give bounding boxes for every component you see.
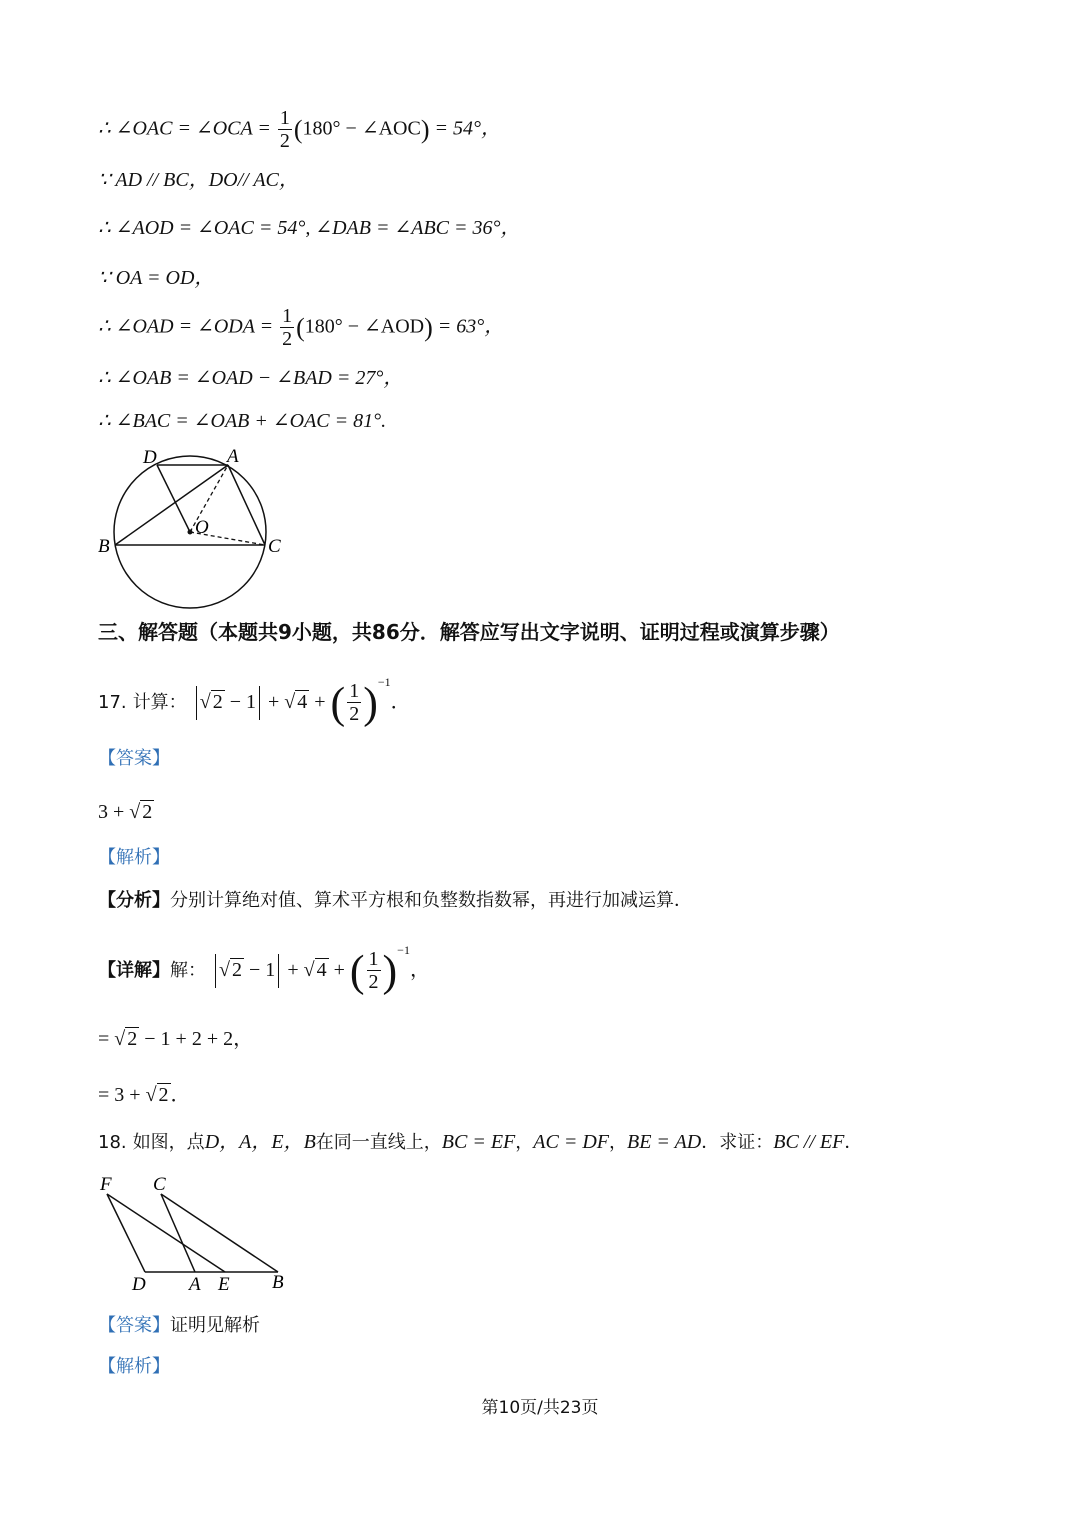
solution-line-4: ∵ OA = OD， [98,267,215,289]
q17-sqrt2: 2 [212,691,223,713]
q17-answer-sqrt: 2 [142,801,153,823]
abs-bar-left [215,954,216,988]
q18-text-b: 在同一直线上， [315,1132,442,1153]
solution-line-7: ∴ ∠BAC = ∠OAB + ∠OAC = 81°. [98,410,387,432]
q18-line [98,1132,862,1152]
detail-fraction [367,949,381,993]
q18-text-a: 如图，点 [132,1132,205,1153]
step1-prefix: = [98,1028,115,1050]
detail-exponent: −1 [397,943,410,957]
solution-line-6: ∴ ∠OAB = ∠OAD − ∠BAD = 27°， [98,367,404,389]
detail-plus: + [282,959,304,981]
label-b: B [272,1272,284,1293]
fenxi-tag: 【分析】 [98,890,170,911]
q18-answer-tag: 【答案】 [98,1315,170,1336]
q17-line: 17. 计算： √ 2 − 1 + √ 4 + ( $\frac{1}{2}$ )$^{-1}$． [98,675,411,728]
q18-end: ． [844,1132,863,1153]
detail-sqrt4: 4 [316,959,327,981]
label-f: F [100,1174,112,1195]
triangles-figure [95,1170,305,1295]
label-d: D [132,1274,146,1295]
step2-end: ． [170,1084,191,1106]
q17-answer-tag: 【答案】 [98,748,170,769]
label-a: A [227,446,239,467]
q17-answer-prefix: 3 + [98,801,130,823]
segment-ba [115,465,228,545]
solution-line-3: ∴ ∠AOD = ∠OAC = 54°, ∠DAB = ∠ABC = 36°， [98,217,521,239]
q18-cond3: BE = AD [627,1131,702,1153]
q18-points: D，A，E，B [204,1131,316,1153]
q18-cond2: AC = DF [533,1131,609,1153]
detail-tag: 【详解】 [98,960,170,981]
step2-prefix: = 3 + [98,1084,146,1106]
q17-fenxi [98,891,692,910]
detail-minus1: − 1 [244,959,276,981]
page-footer: 第10页/共23页 [481,1398,599,1418]
label-e: E [218,1274,230,1295]
line5-suffix: = 63°， [432,315,505,338]
q18-sep2: ， [609,1132,627,1153]
q17-prompt: 计算： [132,692,187,713]
detail-sqrt2: 2 [232,959,243,981]
step2-sqrt: 2 [158,1084,169,1106]
fraction-denominator: 2 [279,130,290,152]
q17-number: 17. [98,692,127,713]
label-c: C [268,536,281,557]
label-d: D [143,447,157,468]
label-o: O [195,517,209,538]
detail-prefix: 解： [170,960,206,981]
segment-do [157,465,190,532]
q18-goal: BC // EF [773,1131,845,1153]
solution-line-1: ∴ ∠OAC = ∠OCA = $\frac{1}{2}$ (180° − ∠AOC) = 54°， [98,107,501,152]
step1-sqrt: 2 [127,1028,138,1050]
solution-line-5: ∴ ∠OAD = ∠ODA = $\frac{1}{2}$ (180° − ∠AOD) = 63°， [98,305,505,350]
q17-analysis-tag: 【解析】 [98,847,170,868]
q17-detail: 【详解】解： √ 2 − 1 + √ 4 + ( $\frac{1}{2}$ )$^{-1}$， [98,943,430,996]
label-b: B [98,536,110,557]
step1-rest: − 1 + 2 + 2， [139,1028,254,1050]
q17-answer: 3 + √ 2 [98,801,153,823]
q18-answer [98,1316,260,1335]
abs-bar-right [259,686,260,720]
q17-fraction [347,681,361,725]
line1-suffix: = 54°， [429,117,501,140]
q17-end: ． [390,691,411,713]
fraction-numerator: 1 [282,305,293,327]
label-a: A [189,1274,201,1295]
detail-end: ， [409,959,430,981]
fraction-numerator: 1 [279,107,290,129]
fraction-half [278,108,292,152]
center-dot [188,530,193,535]
abs-bar-left [196,686,197,720]
q18-cond1: BC = EF [441,1131,516,1153]
q17-sqrt4: 4 [297,691,308,713]
line1-inner: 180° − ∠AOC [302,117,421,140]
q18-analysis-tag: 【解析】 [98,1356,170,1377]
q17-minus1: − 1 [224,691,256,713]
fraction-denominator: 2 [282,328,293,350]
line5-inner: 180° − ∠AOD [304,315,425,338]
line5-prefix: ∴ ∠OAD = ∠ODA = [98,315,279,338]
q17-exponent: −1 [377,675,391,689]
detail-frac-den: 2 [368,971,379,994]
solution-line-2: ∵ AD // BC，DO// AC， [98,169,299,191]
q17-step2: = 3 + √ 2 ． [98,1084,191,1106]
q17-frac-num: 1 [349,680,360,703]
detail-frac-num: 1 [368,948,379,971]
fenxi-text: 分别计算绝对值、算术平方根和负整数指数幂，再进行加减运算． [170,890,692,911]
abs-bar-right [278,954,279,988]
segment-ac [228,465,265,545]
q18-text-c: ．求证： [701,1132,774,1153]
q18-answer-text: 证明见解析 [170,1315,260,1336]
line1-prefix: ∴ ∠OAC = ∠OCA = [98,117,276,140]
q17-step1: = √ 2 − 1 + 2 + 2， [98,1028,254,1050]
q17-plus: + [263,691,285,713]
label-c: C [153,1174,166,1195]
circle-figure [95,445,295,615]
section-heading: 三、解答题（本题共9小题，共86分．解答应写出文字说明、证明过程或演算步骤） [98,620,840,644]
q18-number: 18. [98,1132,127,1153]
fraction-half [280,306,294,350]
q17-frac-den: 2 [349,703,360,726]
q18-sep1: ， [515,1132,534,1153]
